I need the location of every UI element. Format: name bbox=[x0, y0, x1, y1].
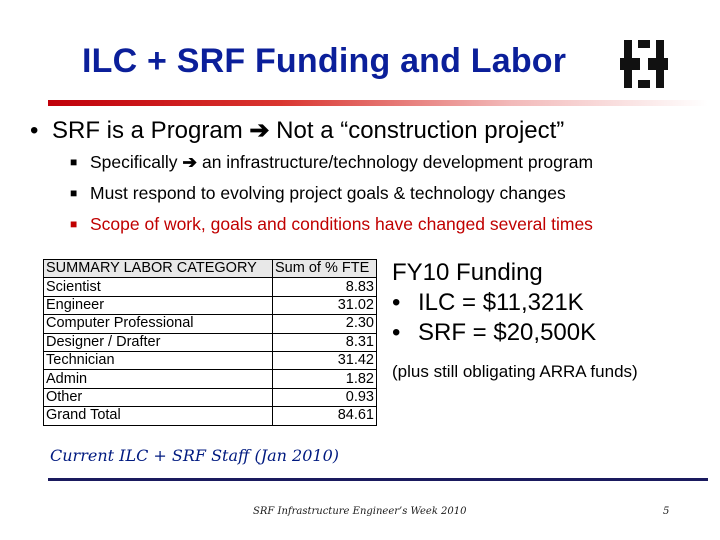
funding-item-ilc-text: ILC = $11,321K bbox=[418, 289, 584, 316]
footer-text: SRF Infrastructure Engineer’s Week 2010 bbox=[253, 506, 467, 517]
table-row bbox=[44, 388, 377, 406]
table-cell-category: Admin bbox=[44, 370, 273, 388]
table-cell-fte: 31.42 bbox=[273, 351, 377, 369]
labor-summary-table bbox=[43, 259, 377, 426]
table-cell-category: Technician bbox=[44, 351, 273, 369]
table-cell-fte: 1.82 bbox=[273, 370, 377, 388]
table-row bbox=[44, 370, 377, 388]
sub-bullet-3 bbox=[70, 214, 593, 235]
table-header-fte: Sum of % FTE bbox=[273, 260, 377, 278]
table-row bbox=[44, 315, 377, 333]
funding-item-srf bbox=[392, 318, 596, 348]
fermilab-logo-icon bbox=[618, 38, 670, 90]
sub-bullet-2 bbox=[70, 183, 566, 204]
bullet-dot: • bbox=[392, 319, 401, 346]
table-cell-category: Designer / Drafter bbox=[44, 333, 273, 351]
table-cell-fte: 8.31 bbox=[273, 333, 377, 351]
page-number: 5 bbox=[663, 506, 670, 517]
bullet-dot: • bbox=[30, 117, 39, 144]
table-cell-fte: 8.83 bbox=[273, 278, 377, 296]
table-cell-category: Engineer bbox=[44, 296, 273, 314]
slide-title: ILC + SRF Funding and Labor bbox=[82, 42, 567, 80]
footer-rule bbox=[48, 478, 708, 481]
funding-item-srf-text: SRF = $20,500K bbox=[418, 319, 597, 346]
table-row bbox=[44, 351, 377, 369]
table-header-category: SUMMARY LABOR CATEGORY bbox=[44, 260, 273, 278]
table-caption: Current ILC + SRF Staff (Jan 2010) bbox=[50, 446, 339, 465]
main-bullet-part2: Not a “construction project” bbox=[276, 117, 565, 144]
square-bullet-icon: ■ bbox=[70, 217, 78, 231]
sub-bullet-1 bbox=[70, 152, 593, 173]
table-row bbox=[44, 296, 377, 314]
funding-note: (plus still obligating ARRA funds) bbox=[392, 362, 638, 381]
funding-heading: FY10 Funding bbox=[392, 259, 543, 286]
table-cell-fte: 84.61 bbox=[273, 407, 377, 425]
table-row bbox=[44, 333, 377, 351]
bullet-dot: • bbox=[392, 289, 401, 316]
table-cell-fte: 2.30 bbox=[273, 315, 377, 333]
table-cell-category: Computer Professional bbox=[44, 315, 273, 333]
table-cell-fte: 0.93 bbox=[273, 388, 377, 406]
sub-bullet-1-part1: Specifically bbox=[90, 152, 178, 172]
funding-item-ilc bbox=[392, 288, 596, 318]
arrow-icon: ➔ bbox=[249, 117, 270, 144]
sub-bullet-3-text: Scope of work, goals and conditions have changed several times bbox=[90, 214, 593, 234]
table-cell-category: Scientist bbox=[44, 278, 273, 296]
arrow-icon: ➔ bbox=[182, 152, 198, 172]
title-underline bbox=[48, 100, 708, 106]
sub-bullet-2-text: Must respond to evolving project goals & technology changes bbox=[90, 183, 566, 203]
funding-block bbox=[392, 258, 596, 348]
main-bullet-part1: SRF is a Program bbox=[52, 117, 243, 144]
main-bullet bbox=[30, 116, 564, 145]
square-bullet-icon: ■ bbox=[70, 186, 78, 200]
table-total-row bbox=[44, 407, 377, 425]
square-bullet-icon: ■ bbox=[70, 155, 78, 169]
table-row bbox=[44, 278, 377, 296]
table-header-row bbox=[44, 260, 377, 278]
table-cell-fte: 31.02 bbox=[273, 296, 377, 314]
table-cell-category: Grand Total bbox=[44, 407, 273, 425]
sub-bullet-1-part2: an infrastructure/technology development program bbox=[201, 152, 594, 172]
table-cell-category: Other bbox=[44, 388, 273, 406]
